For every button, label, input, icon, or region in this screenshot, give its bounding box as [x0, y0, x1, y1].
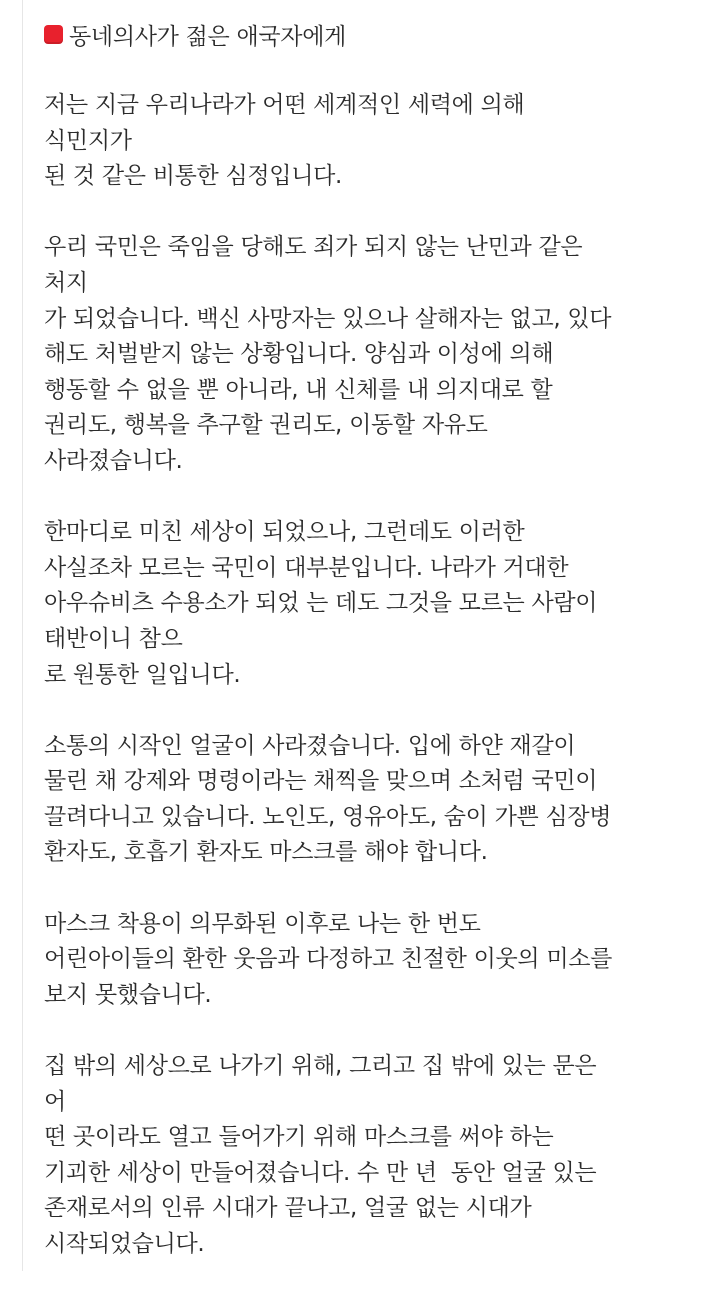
text-line: 아우슈비츠 수용소가 되었 는 데도 그것을 모르는 사람이: [44, 590, 598, 617]
document-title: 동네의사가 젊은 애국자에게: [69, 23, 347, 50]
text-line: 소통의 시작인 얼굴이 사라졌습니다. 입에 하얀 재갈이: [44, 732, 576, 759]
text-line: 보지 못했습니다.: [44, 981, 212, 1008]
red-square-icon: [44, 25, 63, 44]
left-border-line: [22, 0, 23, 1271]
text-line: 존재로서의 인류 시대가 끝나고, 얼굴 없는 시대가: [44, 1195, 532, 1222]
text-line: 기괴한 세상이 만들어졌습니다. 수 만 년 동안 얼굴 있는: [44, 1159, 597, 1186]
text-line: 물린 채 강제와 명령이라는 채찍을 맞으며 소처럼 국민이: [44, 768, 598, 795]
text-line: 한마디로 미친 세상이 되었으나, 그런데도 이러한: [44, 519, 525, 546]
paragraph: [44, 1049, 710, 1263]
text-line: 어린아이들의 환한 웃음과 다정하고 친절한 이웃의 미소를: [44, 946, 613, 973]
title-row: [44, 12, 710, 56]
text-line: 사실조차 모르는 국민이 대부분입니다. 나라가 거대한: [44, 554, 569, 581]
text-line: 된 것 같은 비통한 심정입니다.: [44, 163, 343, 190]
text-line: 해도 처벌받지 않는 상황입니다. 양심과 이성에 의해: [44, 341, 554, 368]
text-line: 환자도, 호흡기 환자도 마스크를 해야 합니다.: [44, 839, 488, 866]
paragraph: [44, 230, 710, 479]
text-line: 우리 국민은 죽임을 당해도 죄가 되지 않는 난민과 같은: [44, 234, 583, 261]
paragraph: [44, 88, 710, 195]
document: [44, 12, 710, 1298]
text-line: 행동할 수 없을 뿐 아니라, 내 신체를 내 의지대로 할: [44, 376, 553, 403]
paragraph: [44, 729, 710, 871]
text-line: 끌려다니고 있습니다. 노인도, 영유아도, 숨이 가쁜 심장병: [44, 803, 612, 830]
text-line: 마스크 착용이 의무화된 이후로 나는 한 번도: [44, 910, 481, 937]
text-line: 어: [44, 1088, 66, 1115]
text-line: 처지: [44, 269, 88, 296]
text-line: 식민지가: [44, 127, 132, 154]
text-line: 가 되었습니다. 백신 사망자는 있으나 살해자는 없고, 있다: [44, 305, 612, 332]
paragraph: [44, 907, 710, 1014]
text-line: 떤 곳이라도 열고 들어가기 위해 마스크를 써야 하는: [44, 1124, 554, 1151]
text-line: 태반이니 참으: [44, 625, 183, 652]
text-line: 로 원통한 일입니다.: [44, 661, 241, 688]
paragraph: [44, 515, 710, 693]
paragraphs: [44, 88, 710, 1263]
text-line: 집 밖의 세상으로 나가기 위해, 그리고 집 밖에 있는 문은: [44, 1053, 597, 1080]
text-line: 저는 지금 우리나라가 어떤 세계적인 세력에 의해: [44, 92, 525, 118]
text-line: 시작되었습니다.: [44, 1231, 205, 1257]
text-line: 사라졌습니다.: [44, 447, 183, 474]
text-line: 권리도, 행복을 추구할 권리도, 이동할 자유도: [44, 412, 488, 439]
